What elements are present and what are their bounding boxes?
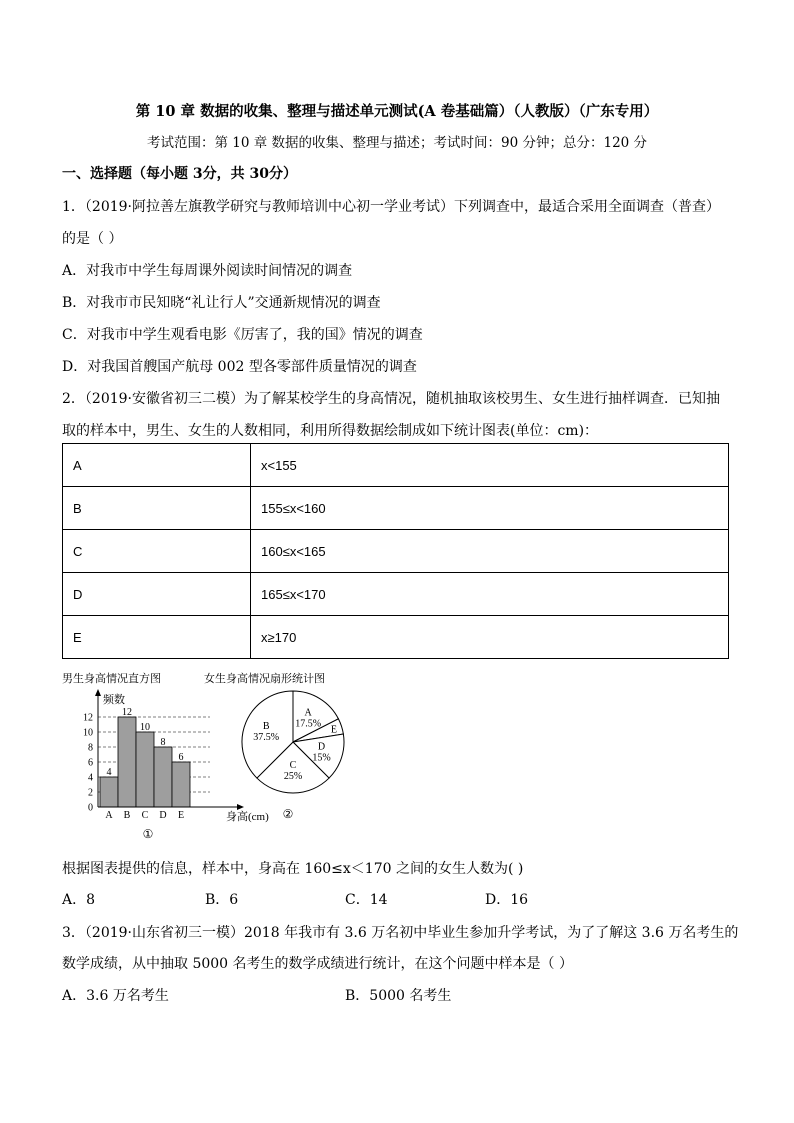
q1-option-d: D．对我国首艘国产航母 002 型各零部件质量情况的调查 [62, 359, 417, 375]
pie-slice-percent: 17.5% [295, 718, 322, 730]
q2-option-d: D．16 [485, 892, 529, 908]
pie-slice-percent: 15% [312, 752, 331, 764]
section-heading: 一、选择题（每小题 3分，共 30分） [62, 166, 297, 182]
q3-option-b: B．5000 名考生 [345, 988, 452, 1004]
x-tick-label: E [177, 810, 185, 821]
pie-slice-percent: 25% [283, 771, 303, 782]
table-cell-range: 160≤x<165 [251, 530, 729, 573]
q2-stem-line2: 取的样本中，男生、女生的人数相同，利用所得数据绘制成如下统计图表(单位：cm)： [62, 423, 599, 439]
table-row [63, 530, 729, 573]
y-tick-label: 2 [88, 787, 93, 799]
figure-index-2: ② [282, 807, 294, 821]
x-tick-label: A [105, 810, 113, 821]
q2-option-a: A．8 [62, 892, 96, 908]
q2-option-b: B．6 [205, 892, 239, 908]
x-tick-label: B [123, 810, 131, 821]
exam-scope: 考试范围：第 10 章 数据的收集、整理与描述；考试时间：90 分钟；总分：120 分 [146, 135, 648, 151]
q3-option-a: A．3.6 万名考生 [62, 988, 169, 1004]
table-cell-range: 165≤x<170 [251, 573, 729, 616]
y-tick-label: 0 [88, 802, 93, 814]
bar-value-label: 6 [178, 752, 184, 763]
y-axis-arrow-icon [95, 689, 101, 696]
y-tick-label: 4 [88, 772, 93, 784]
histogram-bar [118, 717, 136, 807]
q1-stem-line2: 的是（ ） [62, 231, 123, 247]
y-axis-title: 频数 [103, 694, 125, 706]
q2-question: 根据图表提供的信息，样本中，身高在 160≤x＜170 之间的女生人数为( ) [62, 861, 524, 877]
y-tick-label: 10 [83, 727, 93, 739]
table-cell-range: x<155 [251, 444, 729, 487]
table-cell-group: A [63, 444, 251, 487]
x-tick-label: D [159, 810, 167, 821]
bar-value-label: 4 [106, 767, 112, 778]
q1-stem-line1: 1．（2019·阿拉善左旗教学研究与教师培训中心初一学业考试）下列调查中，最适合采用全面调查（普查） [62, 199, 720, 215]
histogram-bar [100, 777, 118, 807]
pie-chart [242, 691, 344, 821]
bar-value-label: 10 [140, 722, 150, 733]
table-cell-group: B [63, 487, 251, 530]
q1-option-a: A．对我市中学生每周课外阅读时间情况的调查 [62, 263, 353, 279]
bar-value-label: 12 [122, 707, 132, 718]
table-cell-range: 155≤x<160 [251, 487, 729, 530]
statistics-figures [60, 684, 360, 844]
height-range-table [62, 443, 729, 659]
histogram-caption: 男生身高情况直方图 [62, 672, 161, 685]
q1-option-c: C．对我市中学生观看电影《厉害了，我的国》情况的调查 [62, 327, 423, 343]
pie-slice-label: E [330, 724, 337, 736]
pie-slice-label: B [262, 720, 270, 732]
bar-value-label: 8 [160, 737, 166, 748]
q1-option-b: B．对我市市民知晓“礼让行人”交通新规情况的调查 [62, 295, 381, 311]
pie-slice-label: C [289, 760, 297, 771]
x-tick-label: C [141, 810, 149, 821]
table-cell-range: x≥170 [251, 616, 729, 659]
pie-slice-label: A [304, 707, 312, 719]
x-axis-arrow-icon [237, 804, 244, 810]
histogram-bar [154, 747, 172, 807]
table-row [63, 487, 729, 530]
y-tick-label: 6 [88, 757, 93, 769]
pie-caption: 女生身高情况扇形统计图 [204, 672, 325, 685]
table-cell-group: E [63, 616, 251, 659]
table-cell-group: C [63, 530, 251, 573]
figure-index-1: ① [142, 827, 154, 841]
y-tick-label: 8 [88, 742, 93, 754]
histogram-bar [136, 732, 154, 807]
table-row [63, 444, 729, 487]
q2-stem-line1: 2．（2019·安徽省初三二模）为了解某校学生的身高情况，随机抽取该校男生、女生进行抽样调查．已知抽 [62, 391, 720, 407]
table-cell-group: D [63, 573, 251, 616]
q3-stem-line2: 数学成绩，从中抽取 5000 名考生的数学成绩进行统计，在这个问题中样本是（ ） [62, 956, 573, 972]
histogram-bar [172, 762, 190, 807]
q2-option-c: C．14 [345, 892, 388, 908]
document-title: 第 10 章 数据的收集、整理与描述单元测试(A 卷基础篇）（人教版）（广东专用） [135, 103, 659, 120]
table-row [63, 573, 729, 616]
table-row [63, 616, 729, 659]
y-tick-label: 12 [83, 712, 93, 724]
pie-slice-label: D [317, 741, 326, 753]
x-axis-title: 身高(cm) [226, 811, 269, 823]
pie-slice-percent: 37.5% [253, 731, 280, 743]
histogram [83, 689, 269, 841]
q3-stem-line1: 3．（2019·山东省初三一模）2018 年我市有 3.6 万名初中毕业生参加升学考试，为了了解这 3.6 万名考生的 [62, 925, 739, 941]
